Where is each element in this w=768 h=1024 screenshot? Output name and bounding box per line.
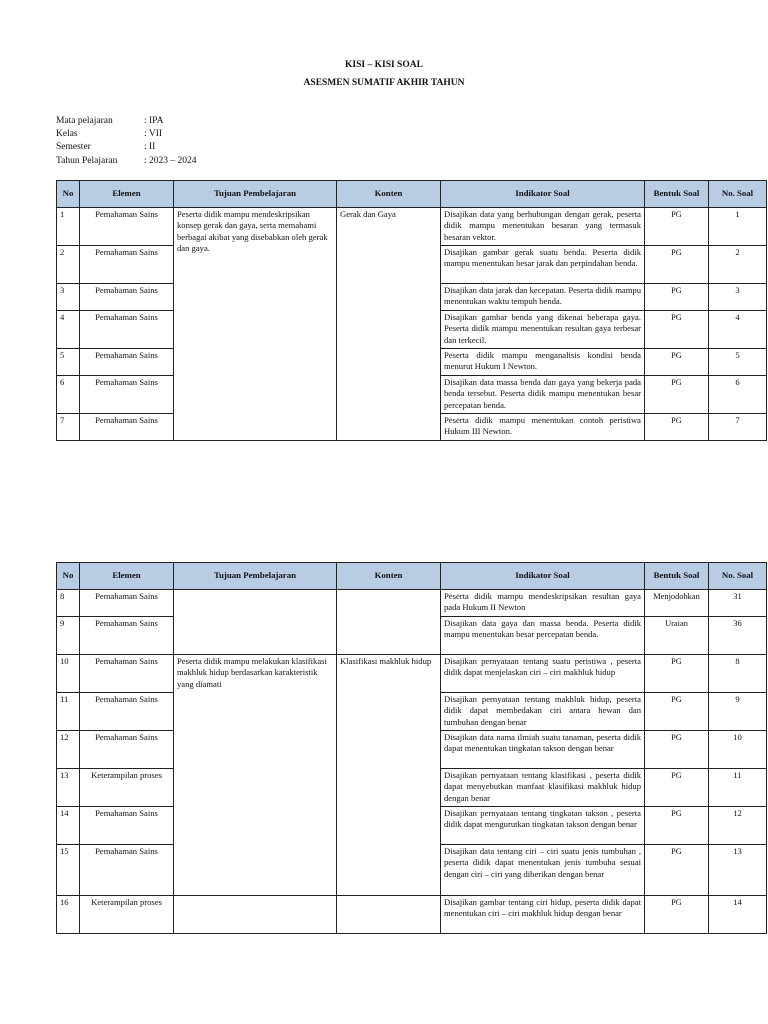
row-indikator: Disajikan data nama ilmiah suatu tanaman, peserta didik dapat menentukan tingkatan takson dengan benar <box>441 731 645 769</box>
info-label: Semester <box>56 142 91 153</box>
row-indikator: Peserta didik mampu mendeskripsikan resultan gaya pada Hukum II Newton <box>441 590 645 617</box>
row-indikator: Disajikan data yang berhubungan dengan gerak, peserta didik mampu menentukan besaran yang termasuk besaran vektor. <box>441 208 645 246</box>
header-nosoal: No. Soal <box>709 181 767 208</box>
row-no: 3 <box>57 284 80 311</box>
row-elemen: Keterampilan proses <box>80 896 174 934</box>
row-nosoal: 13 <box>709 845 767 896</box>
row-no: 4 <box>57 311 80 349</box>
row-indikator: Disajikan data jarak dan kecepatan. Peserta didik mampu menentukan waktu tempuh benda. <box>441 284 645 311</box>
row-elemen: Pemahaman Sains <box>80 693 174 731</box>
row-nosoal: 12 <box>709 807 767 845</box>
row-bentuk: PG <box>645 769 709 807</box>
info-value: : II <box>144 142 156 153</box>
row-bentuk: PG <box>645 284 709 311</box>
row-nosoal: 10 <box>709 731 767 769</box>
info-value: : VII <box>144 129 163 140</box>
konten-cell: Klasifikasi makhluk hidup <box>337 655 441 896</box>
row-nosoal: 7 <box>709 414 767 441</box>
row-nosoal: 8 <box>709 655 767 693</box>
info-label: Kelas <box>56 129 78 140</box>
row-indikator: Disajikan pernyataan tentang suatu peristiwa , peserta didik dapat menjelaskan ciri – ciri makhluk hidup <box>441 655 645 693</box>
header-indikator: Indikator Soal <box>441 563 645 590</box>
row-bentuk: PG <box>645 376 709 414</box>
row-elemen: Pemahaman Sains <box>80 284 174 311</box>
header-indikator: Indikator Soal <box>441 181 645 208</box>
row-no: 16 <box>57 896 80 934</box>
info-row-year <box>56 155 197 168</box>
tujuan-cell: Peserta didik mampu mendeskripsikan konsep gerak dan gaya, serta memahami berbagai akibat yang disebabkan oleh gerak dan gaya. <box>174 208 337 441</box>
tujuan-cell-empty <box>174 590 337 655</box>
row-no: 13 <box>57 769 80 807</box>
header-konten: Konten <box>337 181 441 208</box>
table-header-row <box>57 181 767 208</box>
row-indikator: Disajikan pernyataan tentang makhluk hidup, peserta didik dapat membedakan ciri antara hewan dan tumbuhan dengan benar <box>441 693 645 731</box>
row-bentuk: Menjodohkan <box>645 590 709 617</box>
tujuan-cell-empty <box>174 896 337 934</box>
konten-cell: Gerak dan Gaya <box>337 208 441 441</box>
row-no: 12 <box>57 731 80 769</box>
row-indikator: Disajikan data tentang ciri – ciri suatu jenis tumbuhan , peserta didik dapat menentukan jenis tumbuha sesuai dengan ciri – ciri yang diberikan dengan benar <box>441 845 645 896</box>
row-bentuk: PG <box>645 414 709 441</box>
row-nosoal: 9 <box>709 693 767 731</box>
document-subtitle: ASESMEN SUMATIF AKHIR TAHUN <box>303 78 465 88</box>
row-no: 15 <box>57 845 80 896</box>
row-indikator: Peserta didik mampu menganalisis kondisi benda menurut Hukum I Newton. <box>441 349 645 376</box>
header-nosoal: No. Soal <box>709 563 767 590</box>
row-elemen: Pemahaman Sains <box>80 208 174 246</box>
row-bentuk: PG <box>645 246 709 284</box>
info-value: : 2023 – 2024 <box>144 155 197 166</box>
row-indikator: Disajikan pernyataan tentang tingkatan takson , peserta didik dapat mengurutkan tingkatan takson dengan benar <box>441 807 645 845</box>
row-bentuk: PG <box>645 311 709 349</box>
row-nosoal: 31 <box>709 590 767 617</box>
row-no: 7 <box>57 414 80 441</box>
row-bentuk: PG <box>645 208 709 246</box>
row-bentuk: PG <box>645 349 709 376</box>
table-row <box>57 590 767 617</box>
row-nosoal: 6 <box>709 376 767 414</box>
row-elemen: Pemahaman Sains <box>80 246 174 284</box>
document-title: KISI – KISI SOAL <box>345 60 423 70</box>
row-nosoal: 14 <box>709 896 767 934</box>
row-no: 5 <box>57 349 80 376</box>
row-bentuk: PG <box>645 845 709 896</box>
row-no: 14 <box>57 807 80 845</box>
header-bentuk: Bentuk Soal <box>645 181 709 208</box>
table-row <box>57 655 767 693</box>
row-bentuk: Uraian <box>645 617 709 655</box>
header-elemen: Elemen <box>80 181 174 208</box>
row-elemen: Pemahaman Sains <box>80 349 174 376</box>
row-nosoal: 36 <box>709 617 767 655</box>
row-nosoal: 5 <box>709 349 767 376</box>
info-row-semester <box>56 141 197 154</box>
info-value: : IPA <box>144 116 164 126</box>
row-bentuk: PG <box>645 807 709 845</box>
header-tujuan: Tujuan Pembelajaran <box>174 181 337 208</box>
row-elemen: Pemahaman Sains <box>80 655 174 693</box>
row-bentuk: PG <box>645 731 709 769</box>
row-elemen: Pemahaman Sains <box>80 376 174 414</box>
row-indikator: Disajikan gambar benda yang dikenai beberapa gaya. Peserta didik mampu menentukan resultan gaya terbesar dan terkecil. <box>441 311 645 349</box>
question-grid-table-1 <box>56 180 767 441</box>
info-row-subject <box>56 115 197 128</box>
row-elemen: Pemahaman Sains <box>80 590 174 617</box>
row-indikator: Peserta didik mampu menentukan contoh peristiwa Hukum III Newton. <box>441 414 645 441</box>
row-indikator: Disajikan gambar tentang ciri hidup, peserta didik dapat menentukan ciri – ciri makhluk hidup dengan benar <box>441 896 645 934</box>
document-info <box>56 115 197 168</box>
info-row-class <box>56 128 197 141</box>
row-elemen: Pemahaman Sains <box>80 414 174 441</box>
info-label: Tahun Pelajaran <box>56 155 118 166</box>
row-nosoal: 3 <box>709 284 767 311</box>
row-no: 10 <box>57 655 80 693</box>
row-elemen: Pemahaman Sains <box>80 617 174 655</box>
row-bentuk: PG <box>645 896 709 934</box>
row-elemen: Pemahaman Sains <box>80 807 174 845</box>
row-no: 6 <box>57 376 80 414</box>
konten-cell-empty <box>337 590 441 655</box>
table-row <box>57 208 767 246</box>
row-indikator: Disajikan data gaya dan massa benda. Peserta didik mampu menentukan besar percepatan benda. <box>441 617 645 655</box>
row-no: 11 <box>57 693 80 731</box>
row-nosoal: 11 <box>709 769 767 807</box>
header-konten: Konten <box>337 563 441 590</box>
row-elemen: Pemahaman Sains <box>80 845 174 896</box>
row-no: 8 <box>57 590 80 617</box>
row-nosoal: 2 <box>709 246 767 284</box>
row-no: 1 <box>57 208 80 246</box>
header-no: No <box>57 563 80 590</box>
row-bentuk: PG <box>645 693 709 731</box>
header-no: No <box>57 181 80 208</box>
row-indikator: Disajikan gambar gerak suatu benda. Peserta didik mampu menentukan besar jarak dan perpindahan benda. <box>441 246 645 284</box>
row-bentuk: PG <box>645 655 709 693</box>
row-indikator: Disajikan data massa benda dan gaya yang bekerja pada benda tersebut. Peserta didik mampu menentukan besar percepatan benda. <box>441 376 645 414</box>
row-no: 2 <box>57 246 80 284</box>
row-no: 9 <box>57 617 80 655</box>
tujuan-cell: Peserta didik mampu melakukan klasifikasi makhluk hidup berdasarkan karakteristik yang diamati <box>174 655 337 896</box>
row-nosoal: 1 <box>709 208 767 246</box>
table-header-row <box>57 563 767 590</box>
header-bentuk: Bentuk Soal <box>645 563 709 590</box>
row-elemen: Pemahaman Sains <box>80 311 174 349</box>
question-grid-table-2 <box>56 562 767 934</box>
header-elemen: Elemen <box>80 563 174 590</box>
row-elemen: Pemahaman Sains <box>80 731 174 769</box>
header-tujuan: Tujuan Pembelajaran <box>174 563 337 590</box>
table-row <box>57 896 767 934</box>
row-indikator: Disajikan pernyataan tentang klasifikasi , peserta didik dapat menyebutkan manfaat klasifikasi makhluk hidup dengan benar <box>441 769 645 807</box>
row-elemen: Keterampilan proses <box>80 769 174 807</box>
row-nosoal: 4 <box>709 311 767 349</box>
info-label: Mata pelajaran <box>56 116 113 126</box>
konten-cell-empty <box>337 896 441 934</box>
